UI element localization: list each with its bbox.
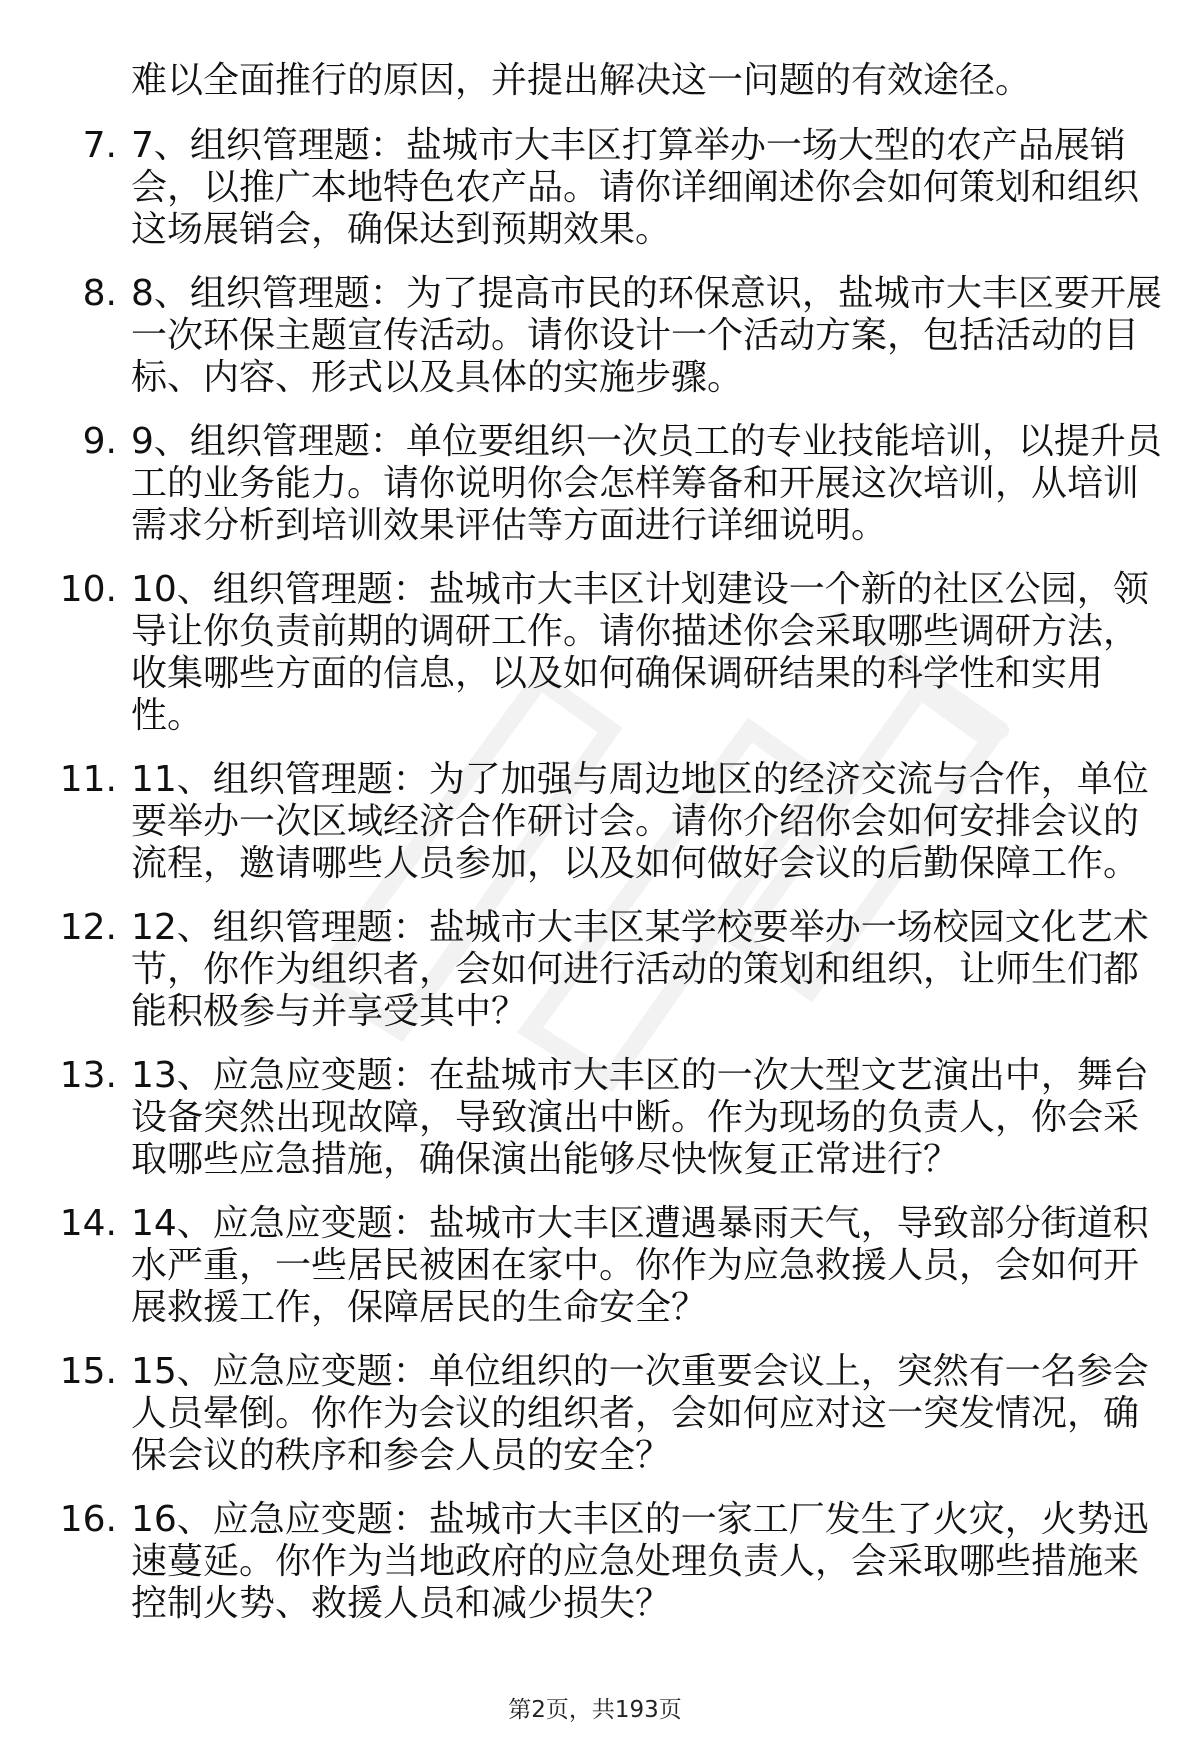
continuation-text: 难以全面推行的原因，并提出解决这一问题的有效途径。 — [131, 60, 1032, 101]
item-text: 7、组织管理题：盐城市大丰区打算举办一场大型的农产品展销会，以推广本地特色农产品。请你详细阐述你会如何策划和组织这场展销会，确保达到预期效果。 — [131, 125, 1140, 250]
list-item — [0, 1499, 1190, 1625]
list-item — [0, 759, 1190, 885]
item-number: 16. — [59, 1499, 117, 1540]
item-text: 9、组织管理题：单位要组织一次员工的专业技能培训，以提升员工的业务能力。请你说明你会怎样筹备和开展这次培训，从培训需求分析到培训效果评估等方面进行详细说明。 — [131, 421, 1162, 546]
item-text: 8、组织管理题：为了提高市民的环保意识，盐城市大丰区要开展一次环保主题宣传活动。请你设计一个活动方案，包括活动的目标、内容、形式以及具体的实施步骤。 — [131, 273, 1162, 398]
item-text: 14、应急应变题：盐城市大丰区遭遇暴雨天气，导致部分街道积水严重，一些居民被困在家中。你作为应急救援人员，会如何开展救援工作，保障居民的生命安全？ — [131, 1203, 1149, 1328]
list-item — [0, 421, 1190, 547]
question-list — [0, 125, 1190, 1647]
item-number: 7. — [82, 125, 117, 166]
list-item — [0, 1203, 1190, 1329]
item-number: 12. — [59, 907, 117, 948]
item-number: 8. — [82, 273, 117, 314]
list-item — [0, 1055, 1190, 1181]
list-item — [0, 1351, 1190, 1477]
item-number: 10. — [59, 569, 117, 610]
list-item — [0, 125, 1190, 251]
item-text: 10、组织管理题：盐城市大丰区计划建设一个新的社区公园，领导让你负责前期的调研工作。请你描述你会采取哪些调研方法，收集哪些方面的信息，以及如何确保调研结果的科学性和实用性。 — [131, 569, 1149, 736]
page-footer: 第2页，共193页 — [508, 1697, 682, 1723]
list-item — [0, 273, 1190, 399]
item-number: 14. — [59, 1203, 117, 1244]
item-text: 16、应急应变题：盐城市大丰区的一家工厂发生了火灾，火势迅速蔓延。你作为当地政府的应急处理负责人，会采取哪些措施来控制火势、救援人员和减少损失？ — [131, 1499, 1149, 1624]
item-text: 12、组织管理题：盐城市大丰区某学校要举办一场校园文化艺术节，你作为组织者，会如何进行活动的策划和组织，让师生们都能积极参与并享受其中？ — [131, 907, 1149, 1032]
item-number: 13. — [59, 1055, 117, 1096]
item-text: 15、应急应变题：单位组织的一次重要会议上，突然有一名参会人员晕倒。你作为会议的组织者，会如何应对这一突发情况，确保会议的秩序和参会人员的安全？ — [131, 1351, 1149, 1476]
item-number: 15. — [59, 1351, 117, 1392]
list-item — [0, 569, 1190, 737]
item-text: 11、组织管理题：为了加强与周边地区的经济交流与合作，单位要举办一次区域经济合作研讨会。请你介绍你会如何安排会议的流程，邀请哪些人员参加，以及如何做好会议的后勤保障工作。 — [131, 759, 1149, 884]
item-number: 9. — [82, 421, 117, 462]
item-text: 13、应急应变题：在盐城市大丰区的一次大型文艺演出中，舞台设备突然出现故障，导致演出中断。作为现场的负责人，你会采取哪些应急措施，确保演出能够尽快恢复正常进行？ — [131, 1055, 1149, 1180]
item-number: 11. — [59, 759, 117, 800]
list-item — [0, 907, 1190, 1033]
